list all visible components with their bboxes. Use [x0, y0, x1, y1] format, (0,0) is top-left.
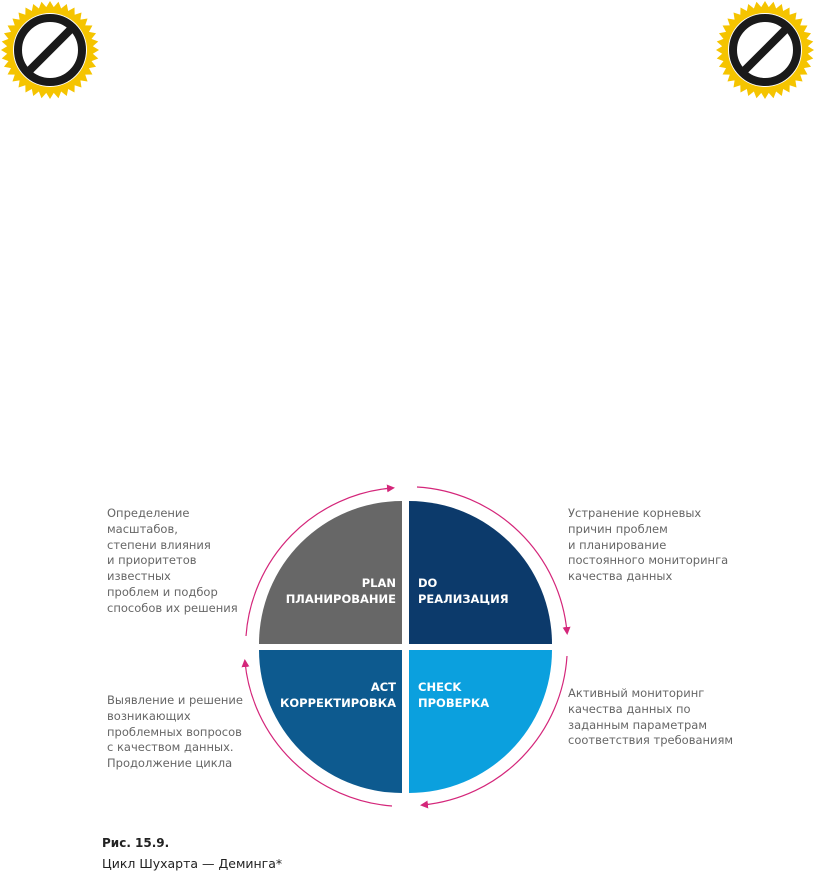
check-quadrant — [409, 650, 552, 793]
act-quadrant — [259, 650, 402, 793]
plan-label-en: PLAN — [361, 576, 396, 590]
plan-label-ru: ПЛАНИРОВАНИЕ — [285, 592, 396, 606]
plan-quadrant — [259, 501, 402, 644]
do-quadrant — [409, 501, 552, 644]
check-label-ru: ПРОВЕРКА — [418, 696, 490, 710]
do-label-en: DO — [418, 576, 438, 590]
act-label-en: ACT — [370, 680, 396, 694]
do-description: Устранение корневых причин проблем и планирование постоянного мониторинга качества данных — [568, 506, 729, 584]
check-label-en: CHECK — [418, 680, 462, 694]
figure-caption-text: Цикл Шухарта — Деминга* — [102, 856, 283, 871]
act-label — [265, 679, 396, 711]
plan-label — [265, 575, 396, 607]
check-description: Активный мониторинг качества данных по заданным параметрам соответствия требованиям — [568, 686, 734, 748]
plan-description: Определение масштабов, степени влияния и приоритетов известных проблем и подбор способов их решения — [107, 506, 238, 615]
act-label-ru: КОРРЕКТИРОВКА — [279, 696, 396, 710]
check-label — [418, 679, 489, 711]
do-label — [418, 575, 509, 607]
do-label-ru: РЕАЛИЗАЦИЯ — [418, 592, 509, 606]
act-description: Выявление и решение возникающих проблемных вопросов с качеством данных. Продолжение цикла — [107, 693, 243, 771]
figure-caption-title: Рис. 15.9. — [102, 836, 170, 850]
